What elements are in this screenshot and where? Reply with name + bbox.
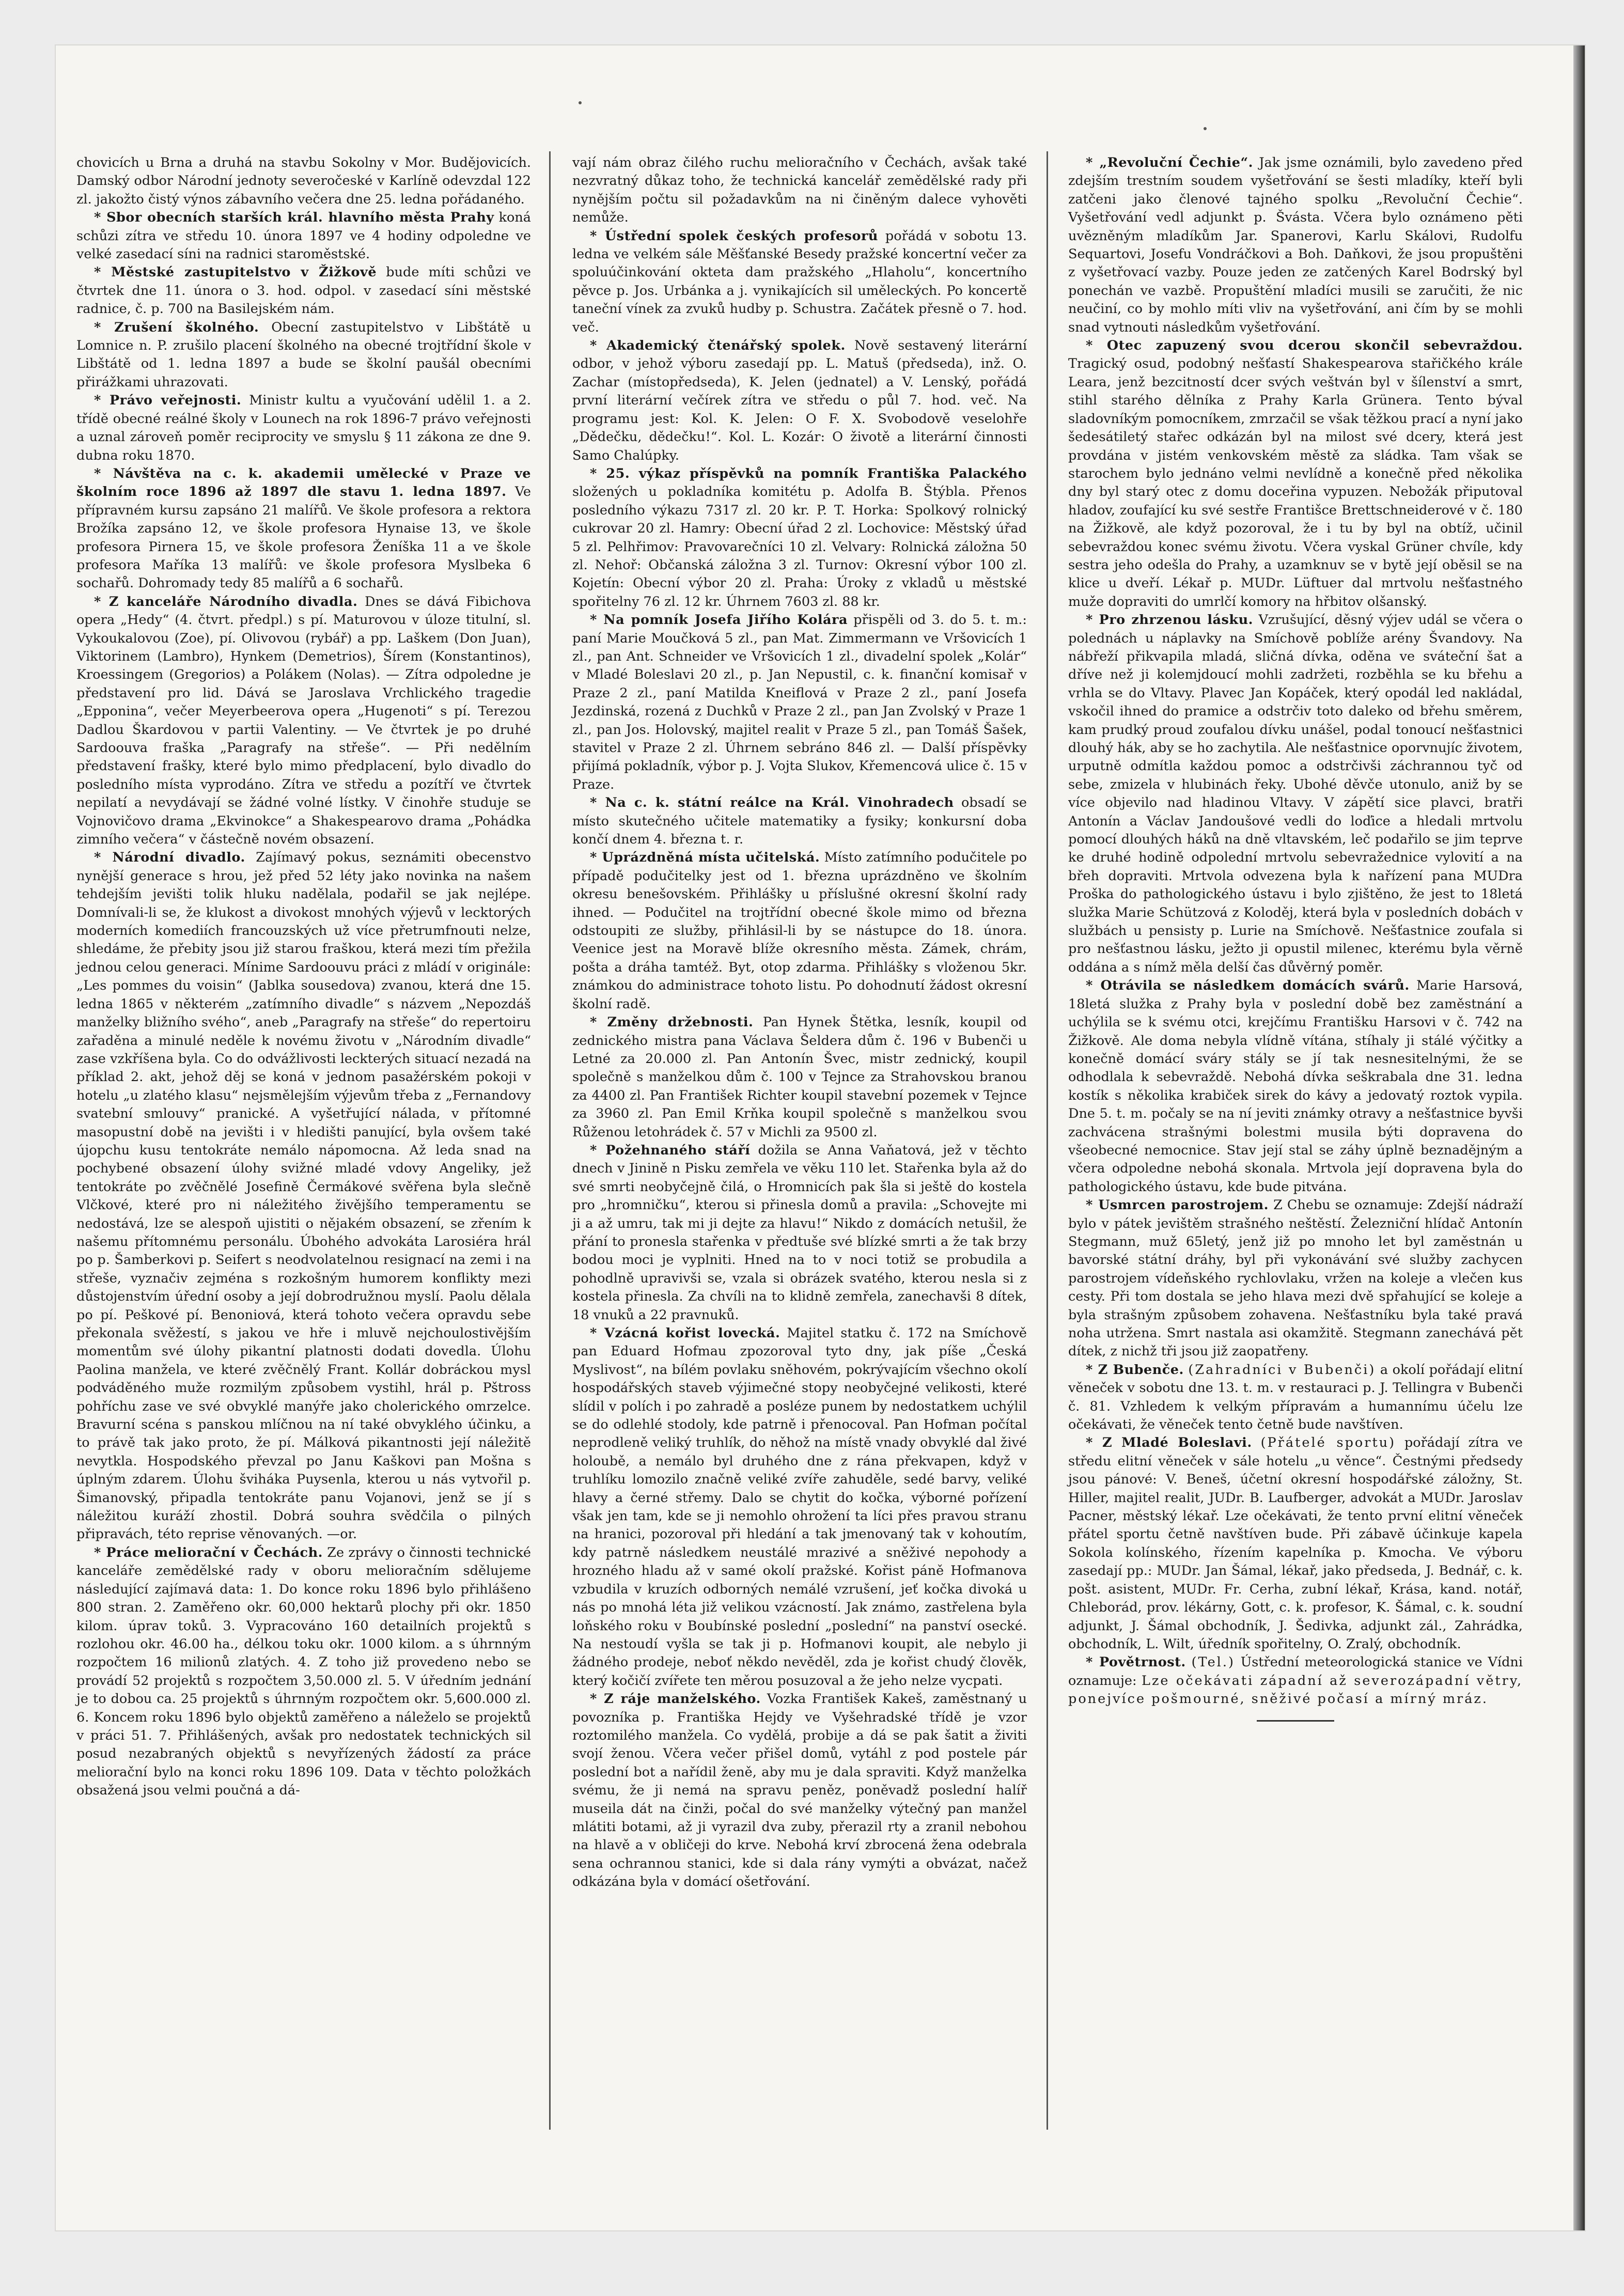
news-body: obsadí se místo skutečného učitele matematiky a fysiky; konkursní doba končí dnem 4. března t. r. (572, 795, 1027, 848)
news-item (1068, 1653, 1523, 1708)
news-headline: * Sbor obecních starších král. hlavního města Prahy (94, 210, 494, 226)
news-headline: * Povětrnost. (1086, 1654, 1186, 1670)
column-rule (1047, 151, 1048, 2130)
news-body: složených u pokladníka komitétu p. Adolfa B. Štýbla. Přenos posledního výkazu 7317 zl. 20 kr. P. T. Horka: Spolkový rolnický cukrovar 20 zl. Hamry: Obecní úřad 2 zl. Lochovice: Městský úřad 5 zl. Pelhřimov: Pravovarečníci 10 zl. Velvary: Rolnická záložna 50 zl. Nehoř: Občanská záložna 3 zl. Turnov: Okresní výbor 100 zl. Kojetín: Obecní výbor 20 zl. Praha: Úroky z vkladů u městské spořitelny 76 zl. 12 kr. Úhrnem 7603 zl. 88 kr. (572, 484, 1027, 610)
print-speck (1204, 127, 1207, 130)
news-item (572, 1324, 1027, 1690)
news-headline: * Otrávila se následkem domácích svárů. (1086, 978, 1410, 994)
news-body: Ministr kultu a vyučování udělil 1. a 2. třídě obecné reálné školy v Lounech na rok 1896-7 právo veřejnosti a uznal zároveň poměr reciprocity ve smyslu § 11 zákona ze dne 9. dubna roku 1870. (76, 393, 531, 463)
news-headline: * Zrušení školného. (94, 319, 259, 335)
news-item (76, 263, 531, 318)
print-speck (579, 101, 582, 104)
news-body: vají nám obraz čilého ruchu melioračního v Čechách, avšak také nezvratný důkaz toho, že technická kancelář zemědělské rady při nynějším počtu sil požadavkům na ni činěným dalece vyhověti nemůže. (572, 155, 1027, 226)
news-item (572, 794, 1027, 849)
news-item (76, 209, 531, 263)
news-headline: * Požehnaného stáří (590, 1142, 751, 1158)
news-item (572, 337, 1027, 465)
news-body: Vzrušující, děsný výjev udál se včera o polednách u náplavky na Smíchově poblíže arény Švandovy. Na nábřeží přikvapila mladá, sličná dívka, oděna ve sváteční šat a dříve než ji kolemjdoucí mohli zadržeti, rozběhla se ku břehu a vrhla se do Vltavy. Plavec Jan Kopáček, který opodál led nakládal, vskočil ihned do pramice a odstrčiv toto daleko od břehu směrem, kam prudký proud zoufalou dívku unášel, podal tonoucí nešťastnici dlouhý hák, aby se ho zachytila. Ale nešťastnice oporvnujíc životem, urputně odmítla každou pomoc a odstrčivši záchrannou tyč od sebe, zmizela v hlubinách řeky. Ubohé děvče utonulo, aniž by se více objevilo nad hladinou Vltavy. V zápětí sice plavci, bratři Antonín a Václav Jandoušové vedli do loďice a hledali mrtvolu pomocí dlouhých háků na dně vltavském, leč podařilo se jim teprve ke druhé hodině odpolední mrtvolu sebevražednice vylovití a na břeh dopraviti. Mrtvola odvezena byla k nařízení pana MUDra Proška do pathologického ústavu i bylo zjištěno, že jest to 18letá služka Marie Schützová z Koloděj, která byla v posledních dobách v službách u pensisty p. Lurie na Smíchově. Nešťastnice zoufala si pro nešťastnou lásku, ježto ji opustil milenec, kterému byla věrně oddána a s nímž měla delší čas důvěrný poměr. (1068, 612, 1523, 975)
news-headline: * Národní divadlo. (94, 850, 245, 866)
news-item (572, 611, 1027, 794)
news-body: Ve přípravném kursu zapsáno 21 malířů. Ve škole profesora a rektora Brožíka zapsáno 12, ve škole profesora Hynaise 13, ve škole profesora Pirnera 15, ve škole profesora Ženíška 11 a ve škole profesora Maříka 13 malířů: ve škole profesora Myslbeka 6 sochařů. Dohromady tedy 85 malířů a 6 sochařů. (76, 484, 531, 591)
news-headline: * Na pomník Josefa Jiřího Kolára (590, 612, 848, 628)
news-headline: * Změny držebnosti. (590, 1014, 754, 1030)
news-headline: * „Revoluční Čechie“. (1086, 155, 1254, 170)
news-body: chovicích u Brna a druhá na stavbu Sokolny v Mor. Budějovicích. Damský odbor Národní jednoty severočeské v Karlíně odevzdal 122 zl. jakožto čistý výnos zábavního večera dne 25. ledna pořádaného. (76, 155, 531, 207)
news-headline: * 25. výkaz příspěvků na pomník Františka Palackého (590, 465, 1027, 481)
news-body: Ústřední meteorologická stanice ve Vídni oznamuje: (1068, 1654, 1523, 1689)
news-headline: * Pro zhrzenou lásku. (1086, 612, 1253, 628)
news-headline: * Práce meliorační v Čechách. (94, 1544, 323, 1560)
news-item (1068, 977, 1523, 1196)
news-item (76, 154, 531, 209)
news-headline: * Z Bubenče. (1086, 1362, 1184, 1378)
news-headline: * Návštěva na c. k. akademii umělecké v Praze ve školním roce 1896 až 1897 dle stavu 1. ledna 1897. (76, 465, 531, 500)
news-item (76, 849, 531, 1543)
news-headline: * Akademický čtenářský spolek. (590, 338, 846, 354)
news-item (76, 1544, 531, 1800)
news-headline: * Městské zastupitelstvo v Žižkově (94, 264, 377, 280)
news-headline: * Otec zapuzený svou dcerou skončil sebevraždou. (1086, 338, 1523, 354)
weather-forecast: Lze očekávati západní až severozápadní větry, ponejvíce pošmourné, sněživé počasí a mírný mráz. (1068, 1673, 1523, 1707)
news-headline: * Z Mladé Boleslavi. (1086, 1435, 1252, 1451)
news-item (76, 319, 531, 392)
news-subhead: (Přátelé sportu) (1260, 1435, 1396, 1451)
news-body: bude míti schůzi ve čtvrtek dne 11. února o 3. hod. odpol. v zasedací síni městské radnice, č. p. 700 na Basilejském nám. (76, 264, 531, 317)
news-item (572, 465, 1027, 611)
news-body: a okolí pořádají elitní věneček v sobotu dne 13. t. m. v restauraci p. J. Tellingra v Bubenči č. 81. Vzhledem k velkým přípravám a humannímu účelu lze očekávati, že věneček tento četně bude navštíven. (1068, 1362, 1523, 1433)
news-item (1068, 1434, 1523, 1653)
news-body: Vozka František Kakeš, zaměstnaný u povozníka p. Františka Hejdy ve Vyšehradské třídě je vzor roztomilého manžela. Co vydělá, probije a dá se pak šatit a živiti svojí ženou. Včera večer přišel domů, vytáhl z pod postele pár poslední bot a nařídil ženě, aby mu je dala spraviti. Když manželka svému, že ji nemá na spravu peněz, poněvadž poslední halíř museila dát na činži, počal do své manželky výtečný pan manžel mlátiti botami, až ji vyrazil dva zuby, přerazil rty a zranil nebohou na hlavě a v obličeji do krve. Nebohá krví zbrocená žena odebrala sena ochrannou stanici, kde si dala rány vymýti a obvázat, načež odkázána byla v domácí ošetřování. (572, 1691, 1027, 1890)
news-headline: * Na c. k. státní reálce na Král. Vinohradech (590, 795, 954, 811)
news-item (572, 1142, 1027, 1324)
news-headline: * Z kanceláře Národního divadla. (94, 593, 358, 610)
news-body: pořádají zítra ve středu elitní věneček v sále hotelu „u věnce“. Čestnými předsedy jsou pánové: V. Beneš, účetní okresní hospodářské záložny, St. Hiller, majitel realit, JUDr. B. Laufberger, advokát a MUDr. Jaroslav Pacner, městský lékař. Lze očekávati, že tento první elitní věneček přátel sportu četně navštíven bude. Při zábavě účinkuje kapela Sokola kolínského, řízením kapelníka p. Kmocha. Ve výboru zasedají pp.: MUDr. Jan Šámal, lékař, jako předseda, J. Bednář, c. k. pošt. asistent, MUDr. Fr. Cerha, zubní lékař, Krása, kand. notář, Chleborád, prov. lékárny, Gott, c. k. profesor, K. Šámal, c. k. soudní adjunkt, J. Šámal obchodník, J. Šedivka, adjunkt zál., Zahrádka, obchodník, L. Wilt, úředník spořitelny, O. Zralý, obchodník. (1068, 1435, 1523, 1652)
news-body: Tragický osud, podobný nešťastí Shakespearova stařičkého krále Leara, jenž bezcitností dcer svých veštván byl v šílenství a smrt, stihl starého dělníka z Prahy Karla Grünera. Tento býval sladovníkým pomocníkem, zmrzačil se však těžkou prací a nyní jako šedesátiletý stařec odkázán byl na milost své dcery, která jest provdána v jistém venkovském městě za sládka. Tam však se starochem bylo jednáno velmi nevlídně a konečně před několika dny byl starý otec z domu doceřina vypuzen. Nebožák připutoval hladov, zoufající ku své sestře Františce Brettschneiderové v č. 180 na Žižkově, ale když pozoroval, že i tu by byl na obtíž, učinil sebevraždou konec svému životu. Včera vyskal Grüner chvíle, kdy sestra jeho odešla do Prahy, a uzamknuv se v bytě její oběsil se na klice u dveří. Lékař p. MUDr. Lüftuer dal mrtvolu nešťastného muže dopraviti do umrlčí komory na hřbitov olšanský. (1068, 356, 1523, 610)
news-body: Ze zprávy o činnosti technické kanceláře zemědělské rady v oboru melioračním sdělujeme následující zajímavá data: 1. Do konce roku 1896 bylo přihlášeno 800 stran. 2. Zaměřeno okr. 60,000 hektarů plochy při okr. 1850 kilom. úprav toků. 3. Vypracováno 160 detailních projektů s rozlohou okr. 46.00 ha., délkou toku okr. 1000 kilom. a s úhrnným rozpočtem 16 milionů zlatých. 4. Z toho již provedeno nebo se provádí 52 projektů s rozpočtem 3,50.000 zl. 5. V úředním jednání je to dobou ca. 25 projektů s úhrnným rozpočtem okr. 5,600.000 zl. 6. Koncem roku 1896 bylo objektů zaměřeno a náleželo se projektů v práci 51. 7. Přihlášených, avšak pro nedostatek technických sil posud nezabraných objektů s nevyřízených žádostí za práce meliorační bylo na konci roku 1896 109. Data v těchto položkách obsažená jsou velmi poučná a dá- (76, 1544, 532, 1799)
news-item (572, 849, 1027, 1013)
newspaper-page (56, 45, 1585, 2230)
news-body: dožila se Anna Vaňatová, jež v těchto dnech v Jinině n Pisku zemřela ve věku 110 let. Stařenka byla až do své smrti neobyčejně čilá, o Hromnicích pak šla si ještě do kostela pro „hromničku“, kterou si přinesla domů a pravila: „Schovejte mi ji a až umru, tak mi ji dejte za hlavu!“ Nikdo z domácích netušil, že přání to pronesla stařenka v předtuše své blízké smrti a že tak brzy bodou moci je vyplniti. Hned na to v noci totiž se probudila a pohodlně upravivši se, vzala si obrázek svatého, kterou nesla si z kostela přinesla. Za chvíli na to klidně zemřela, zanechavši 8 dítek, 18 vnuků a 22 pravnuků. (572, 1142, 1027, 1323)
news-body: koná schůzi zítra ve středu 10. února 1897 ve 4 hodiny odpoledne ve velké zasedací síni na radnici staroměstské. (76, 210, 532, 262)
news-item (572, 154, 1027, 227)
news-item (572, 227, 1027, 337)
news-body: Zajímavý pokus, seznámiti obecenstvo nynější generace s hrou, jež před 52 léty jako novinka na našem tehdejším jevišti tolik hluku nadělala, podařil se jak nejlépe. Domnívali-li se, že klukost a divokost mnohých výjevů v lecktorých moderních komediích francouzských už více přetrumfnouti nelze, shledáme, že přebity jsou již starou fraškou, která mezi tím přežila jednou celou generaci. Mínime Sardoouvu práci z mládí v originále: „Les pommes du voisin“ (Jablka sousedova) zvanou, která dne 15. ledna 1865 v některém „zatímního divadle“ s názvem „Nepozdáš manželky bližního svého“, aneb „Paragrafy na střeše“ do repertoiru zařaděna a minulé neděle k novému životu v „Národním divadle“ zase vzkříšena byla. Co do odvážlivosti leckterých situací nezadá na příklad 2. akt, jehož děj se koná v jednom pasažérském pokoji v hotelu „u zlatého klasu“ nejsmělejším výjevům třeba z „Fernandovy svatební smlouvy“ pranické. A vyšetřující nálada, v přítomné masopustní době na jevišti i v hledišti panující, byla ovšem také újopchu kusu tentokráte nemálo nápomocna. Až leda snad na pochybené obsazení úlohy svižné mladé vdovy Angeliky, jež tentokráte po zvěčnělé Josefině Čermákové svěřena byla slečně Vlčkové, které pro ni náležitého živějšího temperamentu se nedostává, lze se alespoň ujistiti o nějakém obsazení, se zřením k našemu přítomnému personálu. Úbohého advokáta Larosiéra hrál po p. Šamberkovi p. Seifert s neodvolatelnou resignací na zemi i na střeše, vyznačiv zejména s rozkošným humorem konflikty mezi důstojenstvím úřední osoby a její dobrodružnou myslí. Paolu dělala po pí. Peškové pí. Benoniová, která tohoto večera opravdu sebe překonala svěžestí, s jakou ve hře i mluvě nejchoulostivějším momentům své úlohy pikantní platnosti dodati dovedla. Úlohu Paolina manžela, ve které zvěčnělý Frant. Kollár dobráckou mysl podváděného muže rozmilým způsobem vystihl, hrál p. Pštross pohříchu zase ve své obvyklé manýře jako cholerického omrzelce. Bravurní scéna s panskou mlíčnou na ní také obvyklého účinku, a to právě tak jako proto, že pí. Málková pikantnosti její náležitě nevytkla. Hospodského převzal po Janu Kaškovi pan Mošna s úplným zdarem. Úlohu švihákа Puysenla, kterou u nás vytvořil p. Šimanovský, připadla tentokráte panu Vojanovi, jenž se jí s náležitou kuráží zhostil. Dobrá souhra svědčila o pilných připravách, této reprise věnovaných. —or. (76, 850, 531, 1542)
news-body: Místo zatímního podučitele po případě podučitelky jest od 1. března uprázdněno ve školním okresu benešovském. Přihlášky u příslušné okresní školní rady ihned. — Podučitel na trojtřídní obecné škole mimo od března odstoupiti ze služby, přihlásil-li by se nástupce do 18. února. Veenice jest na Moravě blíže okresního města. Zámek, chrám, pošta a dráha tamtéž. Byt, otop zdarma. Přihlášky s vloženou 5kr. známkou do administrace tohoto listu. Po dohodnutí žádost okresní školní radě. (572, 850, 1027, 1012)
news-headline: * Usmrcen parostrojem. (1086, 1197, 1269, 1213)
news-headline: * Z ráje manželského. (590, 1691, 761, 1707)
column-3 (1068, 154, 1523, 1722)
news-headline: * Vzácná kořist lovecká. (590, 1325, 780, 1341)
column-1 (76, 154, 531, 1800)
news-headline: * Ústřední spolek českých profesorů (590, 228, 878, 244)
news-item (572, 1013, 1027, 1142)
news-body: Marie Harsová, 18letá služka z Prahy byla v poslední době bez zaměstnání a uchýlila se k svému otci, krejčímu Františku Harsovi v č. 742 na Žižkově. Ale doma nebyla vlídně vítána, stíhaly ji stálé výčitky a konečně domácí sváry stály se jí tak nesnesitelnými, že se odhodlala k sebevraždě. Nebohá dívka seškrabala dne 31. ledna kostík s několika krabiček sirek do kávy a jedovatý roztok vypila. Dne 5. t. m. počaly se na ní jeviti známky otravy a nešťastnice byvši zachvácena strašnými bolestmi musila býti dopravena do všeobecné nemocnice. Stav její stal se záhy úplně beznadějným a včera odpoledne nebohá skonala. Mrtvola její dopravena byla do pathologického ústavu, kde bude pitvána. (1068, 978, 1523, 1195)
news-item (76, 593, 531, 849)
scan-edge (1573, 45, 1585, 2230)
news-body: přispěli od 3. do 5. t. m.: paní Marie Moučková 5 zl., pan Mat. Zimmermann ve Vršovicích 1 zl., pan Ant. Schneider ve Vršovicích 1 zl., divadelní spolek „Kolár“ v Mladé Boleslavi 20 zl., p. Jan Nepustil, c. k. finanční komisař v Praze 2 zl., paní Matilda Kneiflová v Praze 2 zl., paní Josefa Jezdinská, rozená z Duchků v Praze 2 zl., pan Jan Zvolský v Praze 1 zl., pan Jos. Holovský, majitel realit v Praze 5 zl., pan Tomáš Šašek, stavitel v Praze 2 zl. Úhrnem sebráno 846 zl. — Další příspěvky přijímá pokladník, výbor p. J. Vojta Slukov, Křemencová ulice č. 15 v Praze. (572, 612, 1027, 792)
news-body: Obecní zastupitelstvo v Libštátě u Lomnice n. P. zrušilo placení školného na obecné trojtřídní škole v Libštátě od 1. ledna 1897 a bude se školní paušál obecními přirážkami uhrazovati. (76, 319, 531, 390)
news-body: Nově sestavený literární odbor, v jehož výboru zasedají pp. L. Matuš (předseda), inž. O. Zachar (místopředseda), K. Jelen (jednatel) a V. Lenský, pořádá první literární večírek zítra ve středu o půl 7. hod. več. Na programu jest: Kol. K. Jelen: O F. X. Svobodově veselohře „Dědečku, dědečku!“. Kol. L. Kozár: O životě a literární činnosti Samo Chalúpky. (572, 338, 1027, 463)
news-item (1068, 611, 1523, 977)
news-item (1068, 154, 1523, 337)
news-item (1068, 1196, 1523, 1361)
news-item (76, 465, 531, 593)
end-rule (1257, 1720, 1334, 1722)
news-body: Dnes se dává Fibichova opera „Hedy“ (4. čtvrt. předpl.) s pí. Maturovou v úloze titulní, sl. Vykoukalovou (Zoe), pí. Olivovou (rybář) a pp. Laškem (Don Juan), Viktorinem (Lambro), Hynkem (Demetrios), Šírem (Konstantinos), Kroessingem (Gregorios) a Polákem (Nolas). — Zítra odpoledne je představení pro lid. Dává se Jaroslava Vrchlického tragedie „Epponina“, večer Meyerbeerova opera „Hugenoti“ s pí. Terezou Dadlou Škardovou v partii Valentiny. — Ve čtvrtek je po druhé Sardoouva fraška „Paragrafy na střeše“. — Při nedělním představení frašky, které bylo mimo předplacení, bylo divadlo do posledního místa vyprodáno. Zítra ve středu a pozítří ve čtvrtek nepilatí a nevydávají se žádné volné lístky. V činohře studuje se Vojnovičovo drama „Ekvinokce“ a Shakespearovo drama „Pohádka zimního večera“ v částečně novém obsazení. (76, 593, 531, 848)
news-item (76, 392, 531, 465)
column-rule (549, 151, 551, 2130)
news-item (1068, 337, 1523, 611)
news-body: Pan Hynek Štětka, lesník, koupil od zednického mistra pana Václava Šeldera dům č. 196 v Bubenči u Letné za 20.000 zl. Pan Antonín Švec, mistr zednický, koupil společně s manželkou dům č. 100 v Tejnce za Strahovskou branou za 4400 zl. Pan František Richter koupil stavební pozemek v Tejnce za 3960 zl. Pan Emil Krňka koupil společně s manželkou svou Růženou letohrádek č. 57 v Michli za 9500 zl. (572, 1014, 1027, 1140)
news-headline: * Uprázdněná místa učitelská. (590, 850, 820, 866)
news-item (572, 1690, 1027, 1891)
news-item (1068, 1361, 1523, 1434)
news-subhead: (Zahradníci v Bubenči) (1188, 1362, 1376, 1378)
news-body: pořádá v sobotu 13. ledna ve velkém sále Měšťanské Besedy pražské koncertní večer za spoluúčinkování okteta dam pražského „Hlaholu“, koncertního pěvce p. Jos. Urbánka a j. vynikajících sil uměleckých. Po koncertě taneční vínek za zvuků hudby p. Schustra. Začátek přesně o 7. hod. več. (572, 228, 1027, 335)
news-headline: * Právo veřejnosti. (94, 393, 242, 409)
column-2 (572, 154, 1027, 1892)
news-body: Majitel statku č. 172 na Smíchově pan Eduard Hofmau zpozoroval tyto dny, jak píše „Česká Myslivost“, na bílém povlaku sněhovém, pokrývajícím všechno okolí hospodářských staveb výjimečné stopy neobyčejné velikosti, které slídil v polích i po zahradě a posléze punem by nedostatkem uchýlil se do odlehlé stodoly, kde patrně i přenocoval. Pan Hofman počítal neprodleně veliký truhlík, do něhož na místě vnady obvyklé dal živé holoubě, a nemálo byl druhého dne z rána překvapen, když v truhlíku lomozilo značně veliké zvíře zahuděle, sedé barvy, veliké hlavy a černé střemy. Dalo se chytit do kočka, výborné pořízení však jen tam, kde se ji nemohlo ohrožení ta líci přes pravou stranu na hranici, pozoroval při hledání a tak jmenovaný tak v kohoutím, kdy patrně následkem neustálé mrazivé a sněživé nepohody a hrozného hladu až v samé okolí pražské. Kořist páně Hofmanova vzbudila v kruzích odborných nemálé vzrušení, jeť kočka divoká u nás po mnohá léta již velikou vzácností. Jak známo, zastřelena byla loňského roku v Boubínské poslední „poslední“ na panství osecké. Na nestoudí vyšla se tak ji p. Hofmanovi koupit, ale nebylo ji žádného prodeje, neboť někdo nevěděl, zda je kořist chudý člověk, který kočičí zvířete ten měrou posuzoval a že jeho nelze vycpati. (572, 1325, 1027, 1689)
news-subhead: (Tel.) (1191, 1654, 1235, 1670)
news-body: Jak jsme oznámili, bylo zavedeno před zdejším trestním soudem vyšetřování se šesti mladíky, kteří byli zatčeni jako členové tajného spolku „Revoluční Čechie“. Vyšetřování vedl adjunkt p. Švásta. Včera bylo oznámeno pěti uvězněným mladíkům Jar. Spanerovi, Karlu Skálovi, Rudolfu Sequartovi, Josefu Vondráčkovi a Boh. Daňkovi, že jsou propuštěni z vyšetřovací vazby. Pouze jeden ze zatčených Karel Bodrský byl ponechán ve vazbě. Propuštění mladíci musili se zaručiti, že nic neučiní, co by mohlo míti vliv na vyšetřování, ani čím by se mohli snad vytnouti následkům vyšetřování. (1068, 155, 1523, 335)
news-body: Z Chebu se oznamuje: Zdejší nádraží bylo v pátek jevištěm strašného neštěstí. Železniční hlídač Antonín Stegmann, muž 65letý, jenž již po mnoho let byl zaměstnán u bavorské státní dráhy, byl při vykonávání své služby zachycen parostrojem vídeňského rychlovlaku, vržen na koleje a vlečen kus cesty. Při tom dostala se jeho hlava mezi dvě spřahující se koleje a byla strašným způsobem zohavena. Nešťastníku byla také pravá noha utržena. Smrt nastala asi okamžitě. Stegmann zanechává pět dítek, z nichž tři jsou již zaopatřeny. (1068, 1197, 1523, 1360)
